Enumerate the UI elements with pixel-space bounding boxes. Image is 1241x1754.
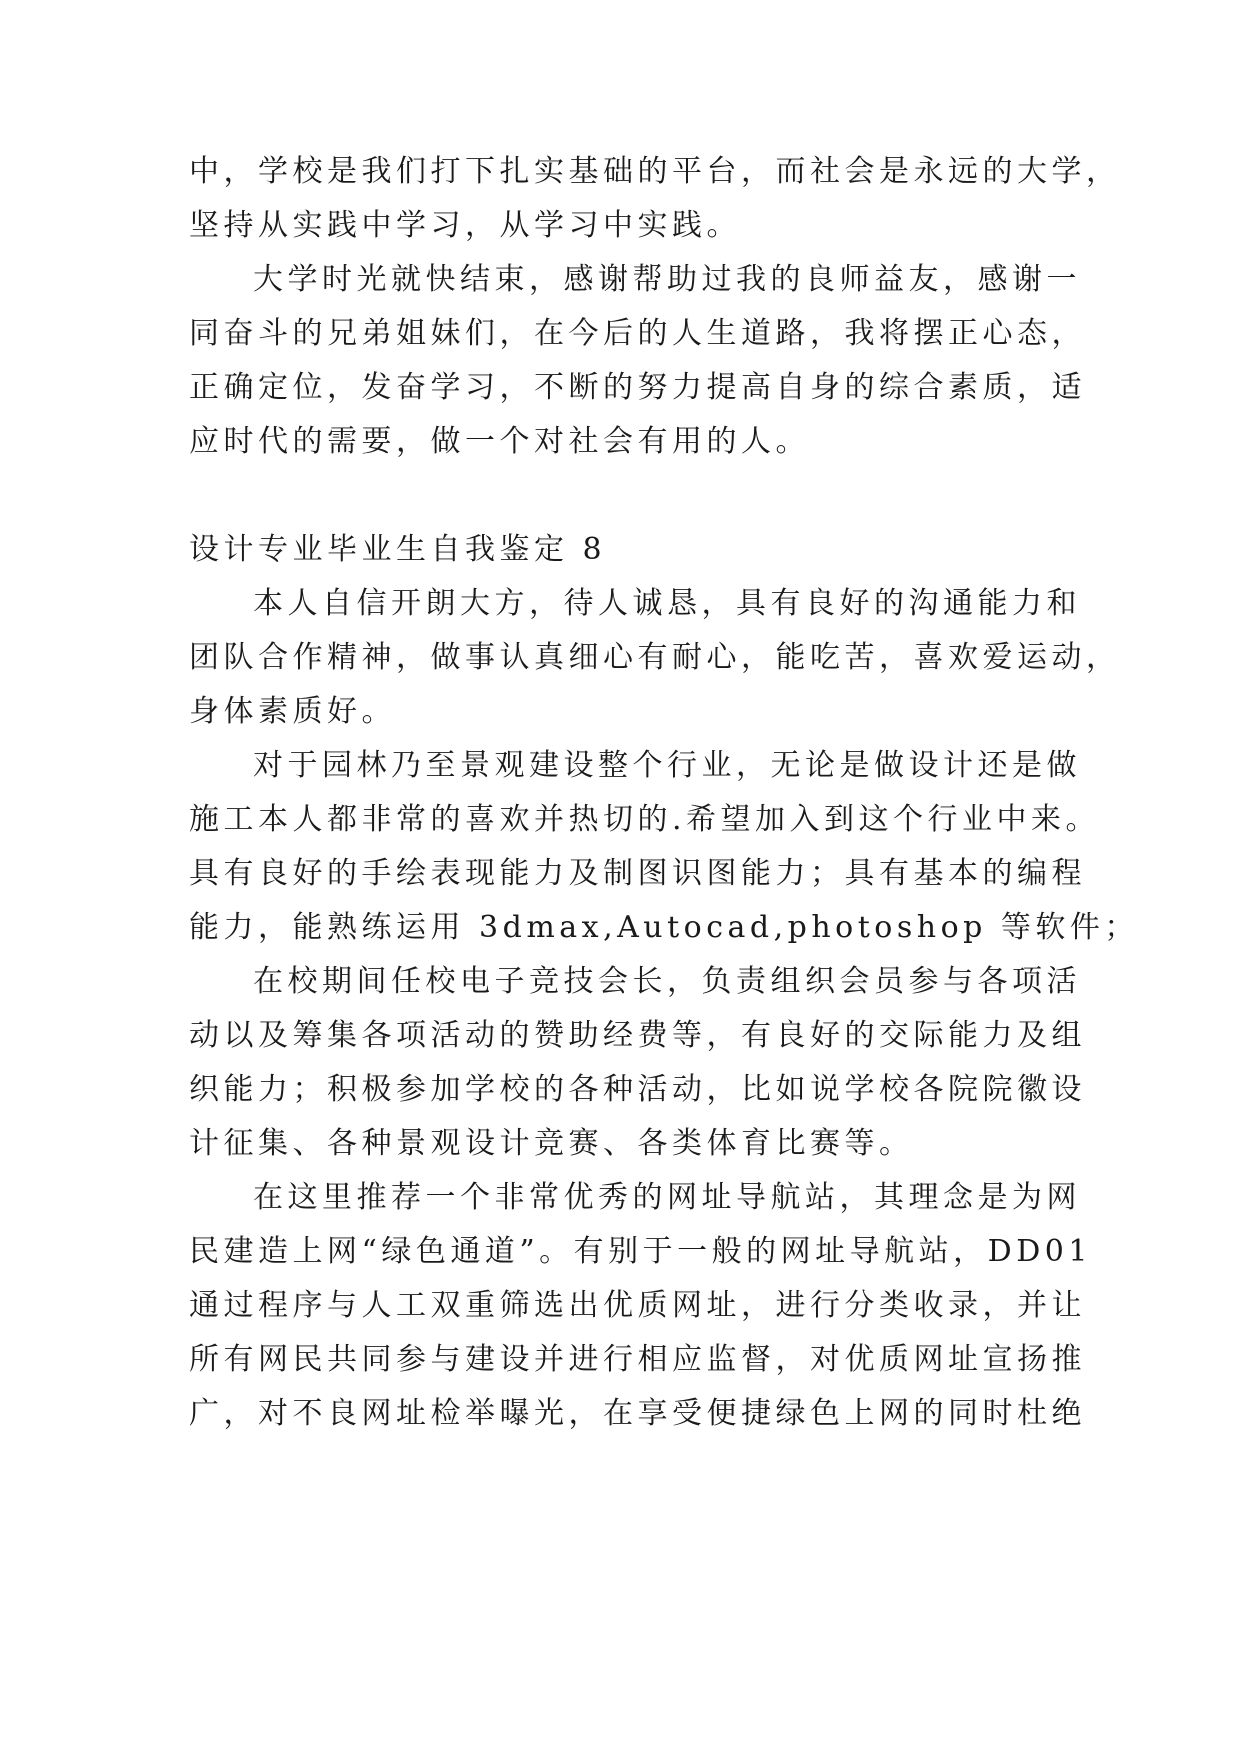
text-line: 同奋斗的兄弟姐妹们，在今后的人生道路，我将摆正心态， (189, 316, 1086, 351)
text-line: 动以及筹集各项活动的赞助经费等，有良好的交际能力及组 (189, 1018, 1086, 1053)
section-spacer (189, 469, 1069, 523)
text-line: 能力，能熟练运用 3dmax,Autocad,photoshop 等软件； (189, 910, 1139, 945)
text-line: 所有网民共同参与建设并进行相应监督，对优质网址宣扬推 (189, 1342, 1086, 1377)
text-line: 中，学校是我们打下扎实基础的平台，而社会是永远的大学， (189, 154, 1121, 189)
paragraph-3 (189, 577, 1121, 739)
text-line: 民建造上网“绿色通道”。有别于一般的网址导航站，DD01 (189, 1234, 1092, 1269)
text-line: 施工本人都非常的喜欢并热切的.希望加入到这个行业中来。 (189, 802, 1101, 837)
paragraph-5 (189, 955, 1086, 1171)
text-line: 团队合作精神，做事认真细心有耐心，能吃苦，喜欢爱运动， (189, 640, 1121, 675)
document-body (189, 145, 1139, 1441)
text-line: 坚持从实践中学习，从学习中实践。 (189, 208, 741, 243)
section-heading: 设计专业毕业生自我鉴定 8 (189, 532, 607, 567)
paragraph-2 (189, 253, 1086, 469)
text-line: 广，对不良网址检举曝光，在享受便捷绿色上网的同时杜绝 (189, 1396, 1086, 1431)
text-line: 织能力；积极参加学校的各种活动，比如说学校各院院徽设 (189, 1072, 1086, 1107)
text-line: 正确定位，发奋学习，不断的努力提高自身的综合素质，适 (189, 370, 1086, 405)
paragraph-6 (189, 1171, 1092, 1441)
text-line: 通过程序与人工双重筛选出优质网址，进行分类收录，并让 (189, 1288, 1086, 1323)
text-line: 在这里推荐一个非常优秀的网址导航站，其理念是为网 (253, 1180, 1081, 1215)
text-line: 身体素质好。 (189, 694, 396, 729)
text-line: 大学时光就快结束，感谢帮助过我的良师益友，感谢一 (253, 262, 1081, 297)
text-line: 具有良好的手绘表现能力及制图识图能力；具有基本的编程 (189, 856, 1086, 891)
paragraph-1 (189, 145, 1121, 253)
text-line: 计征集、各种景观设计竞赛、各类体育比赛等。 (189, 1126, 914, 1161)
paragraph-4 (189, 739, 1139, 955)
text-line: 应时代的需要，做一个对社会有用的人。 (189, 424, 810, 459)
text-line: 在校期间任校电子竞技会长，负责组织会员参与各项活 (253, 964, 1081, 999)
text-line: 对于园林乃至景观建设整个行业，无论是做设计还是做 (253, 748, 1081, 783)
text-line: 本人自信开朗大方，待人诚恳，具有良好的沟通能力和 (253, 586, 1081, 621)
